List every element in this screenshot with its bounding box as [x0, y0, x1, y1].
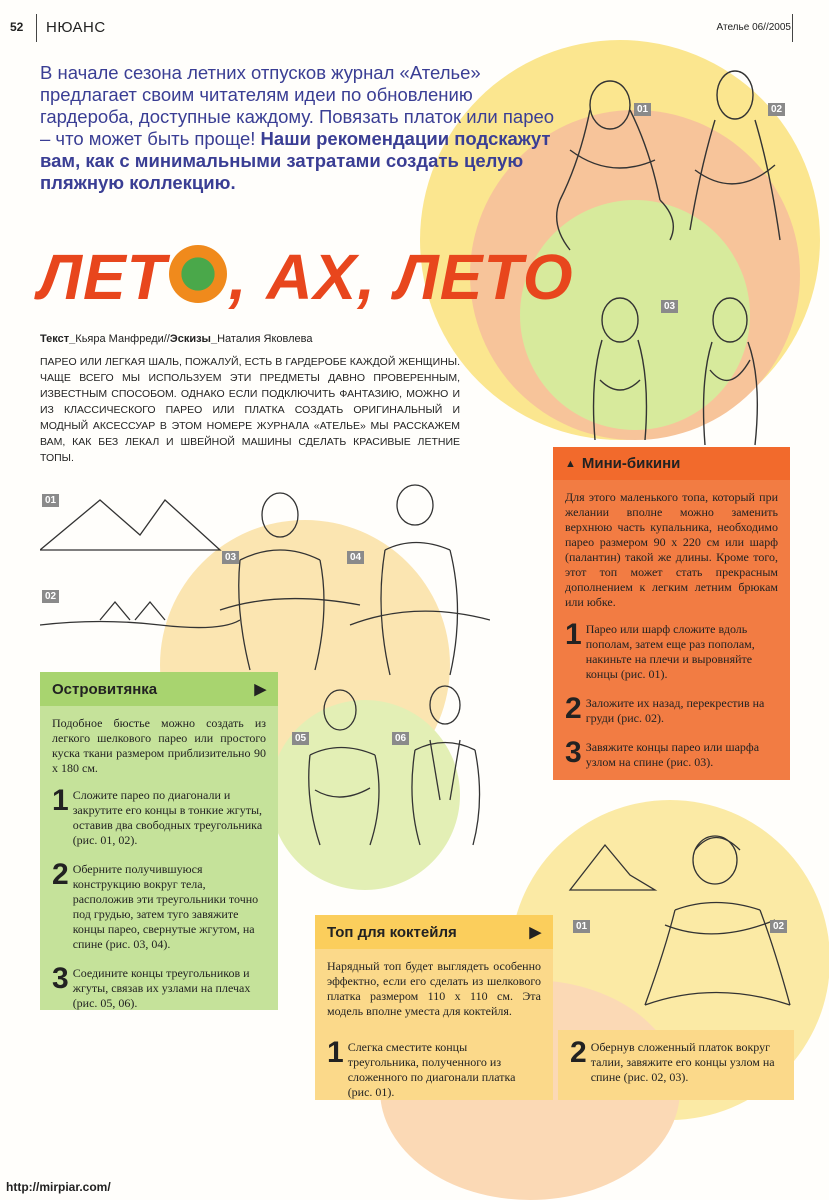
box-cocktail-step1 — [315, 1030, 553, 1100]
header-divider-right — [792, 14, 793, 42]
box-cocktail-title-text: Топ для коктейля — [327, 923, 457, 941]
step-number: 2 — [52, 858, 69, 891]
box-mini-bikini — [553, 447, 790, 780]
sketch-woman-05-06 — [295, 680, 495, 850]
step-number: 1 — [565, 618, 582, 651]
page-number: 52 — [10, 20, 24, 34]
intro-bold: Наши рекомендации подскажут вам, как с минимальными затратами создать целую пляжную коллекцию. — [40, 128, 551, 193]
box-ostrovityanka-intro: Подобное бюстье можно создать из легкого шелкового парео или простого куска ткани размером приблизительно 90 х 180 см. — [52, 716, 266, 775]
step — [565, 618, 778, 682]
box-cocktail-title — [315, 915, 553, 949]
figure-label-left-02: 02 — [42, 590, 59, 603]
arrow-right-icon: ▶ — [254, 681, 266, 698]
figure-label-left-05: 05 — [292, 732, 309, 745]
box-ostrovityanka-title-text: Островитянка — [52, 680, 158, 698]
lead-paragraph: ПАРЕО ИЛИ ЛЕГКАЯ ШАЛЬ, ПОЖАЛУЙ, ЕСТЬ В ГАРДЕРОБЕ КАЖДОЙ ЖЕНЩИНЫ. ЧАЩЕ ВСЕГО МЫ ИСПОЛЬЗУЕМ ЭТИ ПРЕДМЕТЫ ДАВНО ПРОВЕРЕННЫМ, ИЗВЕСТНЫМ СПОСОБОМ. ОДНАКО ЕСЛИ ПОДКЛЮЧИТЬ ФАНТАЗИЮ, МОЖНО И ИЗ КЛАССИЧЕСКОГО ПАРЕО ИЛИ ПЛАТКА СОЗДАТЬ ОРИГИНАЛЬНЫЙ И МОДНЫЙ АКСЕССУАР В ЭТОМ НОМЕРЕ ЖУРНАЛА «АТЕЛЬЕ» МЫ РАССКАЖЕМ ВАМ, КАК БЕЗ ЛЕКАЛ И ШВЕЙНОЙ МАШИНЫ СДЕЛАТЬ КРАСИВЫЕ ЛЕТНИЕ ТОПЫ. — [40, 356, 460, 464]
credits-text-author: Кьяра Манфреди// — [75, 333, 170, 345]
sketch-top-women — [540, 50, 800, 450]
box-mini-bikini-title-text: Мини-бикини — [581, 455, 681, 472]
step-number: 2 — [570, 1036, 587, 1069]
step-text: Парео или шарф сложите вдоль пополам, затем еще раз пополам, накиньте на плечи и выровняйте концы (рис. 01). — [585, 622, 755, 681]
step — [570, 1036, 782, 1085]
credits — [40, 333, 312, 345]
step-text: Обернув сложенный платок вокруг талии, завяжите его концы узлом на спине (рис. 02, 03). — [590, 1040, 775, 1084]
figure-label-bottom-01: 01 — [573, 920, 590, 933]
step-number: 2 — [565, 692, 582, 725]
step-number: 3 — [565, 736, 582, 769]
step-text: Завяжите концы парео или шарфа узлом на спине (рис. 03). — [585, 740, 760, 769]
arrow-right-icon: ▶ — [529, 924, 541, 941]
step — [565, 736, 778, 770]
step — [52, 858, 266, 952]
box-ostrovityanka — [40, 672, 278, 1010]
section-title: НЮАНС — [46, 19, 106, 36]
figure-label-top-02: 02 — [768, 103, 785, 116]
intro-paragraph — [40, 62, 560, 194]
box-ostrovityanka-title — [40, 672, 278, 706]
box-mini-bikini-intro: Для этого маленького топа, который при желании вполне можно заменить верхнюю часть купальника, необходимо парео размером 90 х 220 см или шарф (палантин) такой же длины. Кроме того, этот топ может стать прекрасным дополнением к легким летним брюкам или юбке. — [565, 490, 778, 609]
step-number: 1 — [52, 784, 69, 817]
figure-label-left-03: 03 — [222, 551, 239, 564]
issue-info: Ателье 06//2005 — [716, 22, 791, 33]
sketch-cocktail-top — [565, 830, 805, 1020]
arrow-up-icon: ▲ — [565, 457, 576, 470]
step-text: Оберните получившуюся конструкцию вокруг тела, расположив эти треугольники точно под грудью, затем туго завяжите концы парео, свернутые жгутом, на спине (рис. 03, 04). — [72, 862, 259, 951]
step-number: 3 — [52, 962, 69, 995]
box-cocktail-intro: Нарядный топ будет выглядеть особенно эффектно, если его сделать из шелкового платка размером 110 х 110 см. Эта модель вполне уместа для коктейля. — [327, 959, 541, 1018]
step — [52, 962, 266, 1011]
figure-label-top-03: 03 — [661, 300, 678, 313]
figure-label-top-01: 01 — [634, 103, 651, 116]
step-number: 1 — [327, 1036, 344, 1069]
step — [52, 784, 266, 848]
step-text: Соедините концы треугольников и жгуты, связав их узлами на плечах (рис. 05, 06). — [72, 966, 251, 1010]
figure-label-left-01: 01 — [42, 494, 59, 507]
header-divider — [36, 14, 37, 42]
credits-text-label: Текст_ — [40, 333, 76, 345]
figure-label-bottom-02: 02 — [770, 920, 787, 933]
intro-plain: В начале сезона летних отпусков журнал «Ателье» предлагает своим читателям идеи по обновлению гардероба, доступные каждому. Повязать платок или парео – что может быть проще! — [40, 62, 555, 149]
credits-sketch-label: Эскизы_ — [169, 333, 218, 345]
sun-icon — [169, 245, 227, 303]
box-mini-bikini-title — [553, 447, 790, 480]
step-text: Слегка сместите концы треугольника, полученного из сложенного по диагонали платка (рис. 01). — [347, 1040, 516, 1099]
sketch-woman-03-04 — [200, 480, 490, 680]
figure-label-left-06: 06 — [392, 732, 409, 745]
article-title — [38, 240, 573, 314]
credits-sketch-author: Наталия Яковлева — [217, 333, 313, 345]
title-part2: , АХ, ЛЕТО — [228, 241, 574, 313]
footer-url[interactable]: http://mirpiar.com/ — [6, 1180, 111, 1194]
step — [565, 692, 778, 726]
title-part1: ЛЕТ — [38, 241, 167, 313]
step-text: Заложите их назад, перекрестив на груди (рис. 02). — [585, 696, 765, 725]
figure-label-left-04: 04 — [347, 551, 364, 564]
box-cocktail-step2 — [558, 1030, 794, 1100]
step-text: Сложите парео по диагонали и закрутите его концы в тонкие жгуты, оставив два свободных треугольника (рис. 01, 02). — [72, 788, 263, 847]
step — [327, 1036, 541, 1100]
